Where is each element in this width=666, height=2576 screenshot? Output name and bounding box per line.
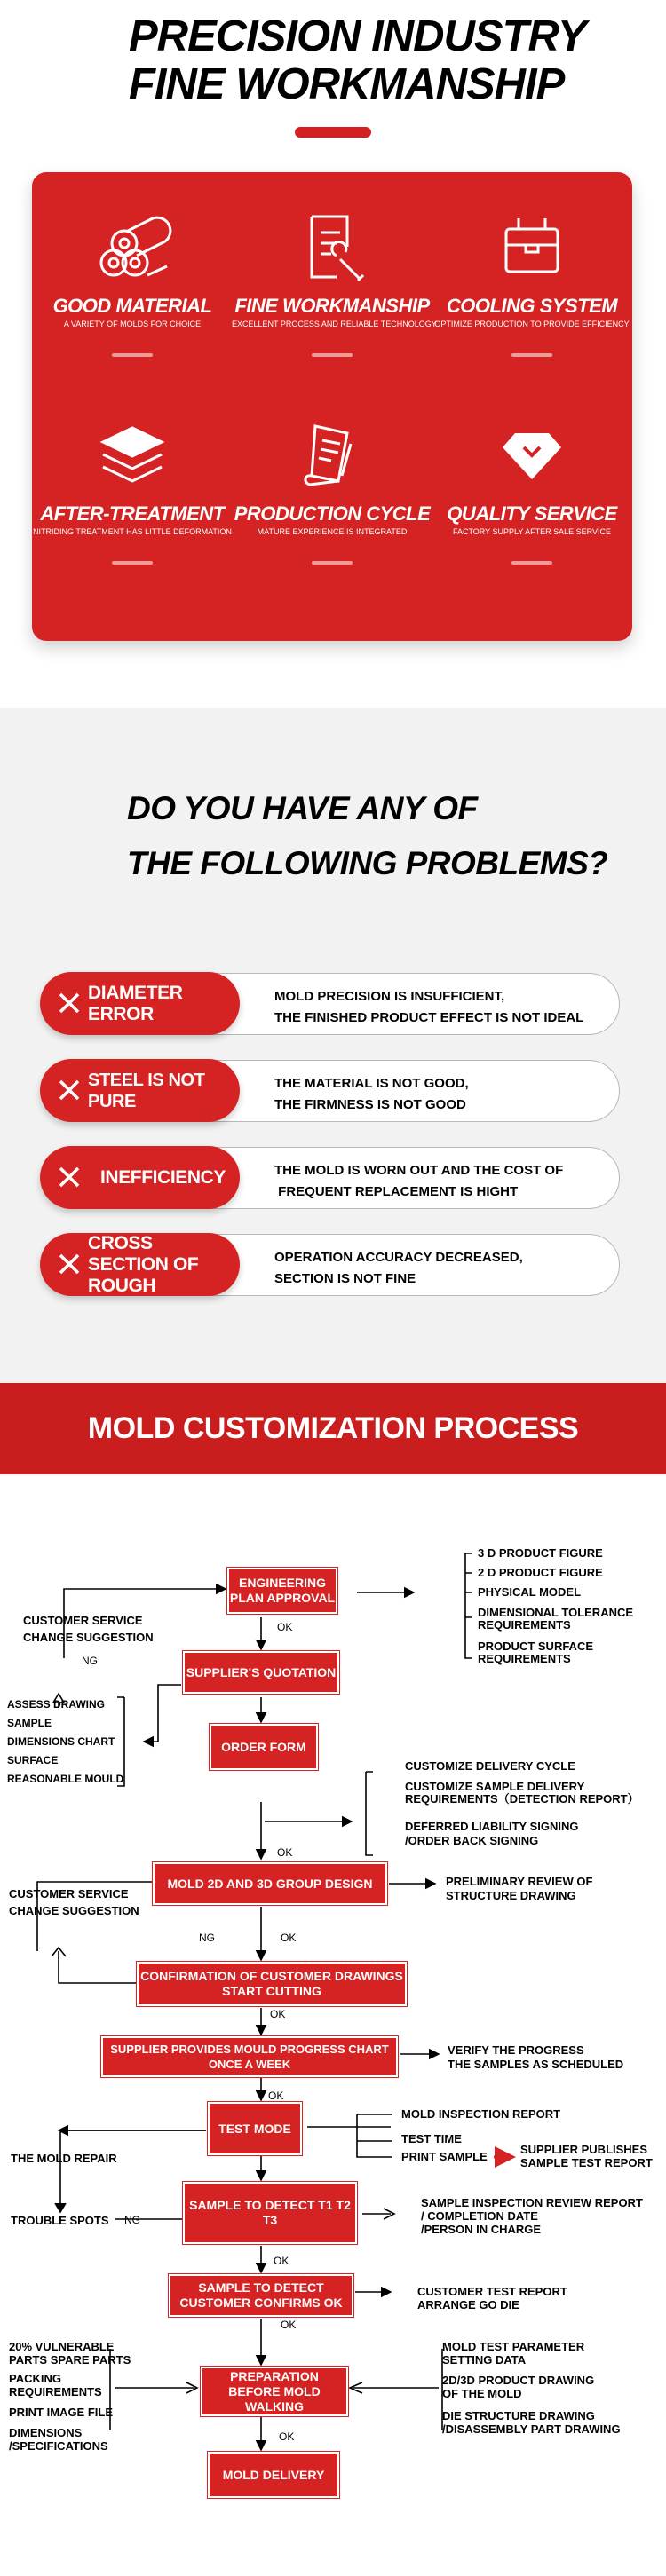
feature-subtitle: FACTORY SUPPLY AFTER SALE SERVICE	[452, 527, 612, 536]
eng-right-5-line: REQUIREMENTS	[478, 1652, 571, 1665]
eng-right-4	[478, 1607, 633, 1632]
prep-left-item: PRINT IMAGE FILE	[9, 2406, 113, 2419]
ok-label: OK	[281, 2319, 297, 2331]
document-wrench-icon	[292, 209, 372, 286]
order-right-2-line: CUSTOMIZE SAMPLE DELIVERY	[405, 1780, 585, 1793]
eng-left-line: CHANGE SUGGESTION	[23, 1631, 154, 1644]
problem-description	[274, 1247, 612, 1290]
problem-description-line: THE FIRMNESS IS NOT GOOD	[274, 1097, 466, 1112]
problem-description-line: SECTION IS NOT FINE	[274, 1271, 416, 1286]
problem-label: DIAMETER ERROR	[88, 982, 183, 1024]
feature-divider	[112, 353, 153, 357]
feature-subtitle: EXCELLENT PROCESS AND RELIABLE TECHNOLOGY	[232, 320, 437, 328]
title-line-1: PRECISION INDUSTRY	[129, 12, 586, 60]
eng-left-note	[23, 1612, 154, 1646]
diamond-icon	[492, 417, 572, 494]
eng-right-5	[478, 1640, 593, 1665]
cooling-box-icon	[492, 209, 572, 286]
progress-right-line: THE SAMPLES AS SCHEDULED	[448, 2058, 624, 2071]
progress-right-line: VERIFY THE PROGRESS	[448, 2043, 584, 2057]
design-right-line: PRELIMINARY REVIEW OF	[446, 1875, 593, 1888]
ok-label: OK	[277, 1621, 293, 1633]
detect-right-line: SAMPLE INSPECTION REVIEW REPORT	[421, 2196, 643, 2209]
prep-left-item: DIMENSIONS	[9, 2426, 83, 2439]
ok-label: OK	[274, 2255, 289, 2267]
feature-divider	[511, 353, 552, 357]
prep-left-item: PACKING	[9, 2372, 61, 2385]
prep-left-list	[9, 2340, 131, 2453]
box-customer-confirms: SAMPLE TO DETECT CUSTOMER CONFIRMS OK	[169, 2274, 353, 2317]
problem-row	[41, 973, 620, 1035]
detect-ok-right-line: CUSTOMER TEST REPORT	[417, 2285, 567, 2298]
problem-label: INEFFICIENCY	[100, 1166, 226, 1188]
box-preparation: PREPARATION BEFORE MOLD WALKING	[201, 2367, 348, 2416]
scroll-pen-icon	[292, 417, 372, 494]
test-right-report-line: SUPPLIER PUBLISHES	[520, 2143, 648, 2156]
problem-row	[41, 1060, 620, 1122]
problem-description-line: OPERATION ACCURACY DECREASED,	[274, 1250, 523, 1265]
quote-left-list	[7, 1695, 123, 1789]
feature-divider	[312, 561, 353, 565]
feature-subtitle: A VARIETY OF MOLDS FOR CHOICE	[63, 320, 202, 328]
problems-title-line-1: DO YOU HAVE ANY OF	[127, 790, 478, 826]
box-sample-detect: SAMPLE TO DETECT T1 T2 T3	[183, 2182, 357, 2244]
test-right-3: PRINT SAMPLE	[401, 2150, 488, 2163]
prep-right-list	[442, 2340, 621, 2436]
feature-divider	[312, 353, 353, 357]
layers-icon	[92, 417, 172, 494]
box-mold-delivery: MOLD DELIVERY	[208, 2452, 339, 2498]
feature-cooling-system	[432, 209, 632, 357]
detect-ok-right-line: ARRANGE GO DIE	[417, 2298, 519, 2311]
feature-subtitle: MATURE EXPERIENCE IS INTEGRATED	[257, 527, 408, 536]
test-right-report-line: SAMPLE TEST REPORT	[520, 2156, 653, 2169]
prep-right-item: OF THE MOLD	[442, 2387, 522, 2400]
feature-after-treatment	[32, 417, 233, 565]
test-right-report	[520, 2143, 653, 2169]
ok-label: OK	[277, 1846, 293, 1859]
problem-description	[274, 1073, 612, 1116]
problem-description-line: MOLD PRECISION IS INSUFFICIENT,	[274, 989, 505, 1004]
eng-right-4-line: DIMENSIONAL TOLERANCE	[478, 1606, 634, 1619]
prep-left-item: PARTS SPARE PARTS	[9, 2353, 131, 2367]
quote-left-item: SURFACE	[7, 1754, 59, 1766]
title-line-2: FINE WORKMANSHIP	[129, 60, 565, 108]
feature-title: GOOD MATERIAL	[52, 295, 212, 317]
box-supplier-quotation: SUPPLIER'S QUOTATION	[183, 1651, 339, 1694]
process-title: MOLD CUSTOMIZATION PROCESS	[87, 1411, 579, 1445]
feature-subtitle: NITRIDING TREATMENT HAS LITTLE DEFORMATION	[33, 527, 232, 536]
feature-title: PRODUCTION CYCLE	[234, 502, 431, 525]
feature-card	[32, 172, 632, 641]
feature-title: AFTER-TREATMENT	[40, 502, 225, 525]
problem-description-line: FREQUENT REPLACEMENT IS HIGHT	[274, 1184, 519, 1199]
test-right-2: TEST TIME	[401, 2132, 462, 2145]
box-order-form: ORDER FORM	[210, 1724, 318, 1770]
close-icon	[58, 992, 81, 1015]
problem-row	[41, 1147, 620, 1209]
close-icon	[58, 1252, 81, 1276]
ok-label: OK	[270, 2008, 286, 2020]
problem-description	[274, 1160, 612, 1203]
design-right-note	[446, 1875, 592, 1903]
detect-right-line: / COMPLETION DATE	[421, 2209, 538, 2223]
feature-title: QUALITY SERVICE	[447, 502, 617, 525]
design-left-note	[9, 1885, 139, 1919]
feature-title: FINE WORKMANSHIP	[234, 295, 430, 317]
page-title	[129, 12, 626, 108]
ok-label: OK	[268, 2090, 284, 2102]
close-icon	[58, 1166, 81, 1189]
eng-right-3: PHYSICAL MODEL	[478, 1585, 582, 1599]
order-right-3-line: DEFERRED LIABILITY SIGNING	[405, 1820, 579, 1833]
rollers-icon	[92, 209, 172, 286]
title-underline	[295, 127, 371, 138]
eng-right-2: 2 D PRODUCT FIGURE	[478, 1566, 603, 1579]
design-left-line: CHANGE SUGGESTION	[9, 1904, 139, 1917]
progress-right-note	[448, 2043, 623, 2072]
ng-label: NG	[82, 1655, 98, 1667]
feature-good-material	[32, 209, 233, 357]
ng-label: NG	[124, 2214, 140, 2226]
eng-right-5-line: PRODUCT SURFACE	[478, 1640, 594, 1653]
detect-left-note: TROUBLE SPOTS	[11, 2214, 109, 2227]
prep-right-item: SETTING DATA	[442, 2353, 527, 2367]
test-right-1: MOLD INSPECTION REPORT	[401, 2107, 561, 2121]
box-mold-design: MOLD 2D AND 3D GROUP DESIGN	[153, 1862, 387, 1905]
order-right-2-line: REQUIREMENTS（DETECTION REPORT）	[405, 1792, 639, 1806]
detect-right-line: /PERSON IN CHARGE	[421, 2223, 542, 2236]
box-confirm-drawings: CONFIRMATION OF CUSTOMER DRAWINGS START CUTTING	[137, 1962, 407, 2006]
feature-divider	[511, 561, 552, 565]
prep-left-item: 20% VULNERABLE	[9, 2340, 115, 2353]
order-right-2	[405, 1781, 639, 1806]
problem-pill	[40, 1233, 240, 1296]
box-progress-chart: SUPPLIER PROVIDES MOULD PROGRESS CHART ONCE A WEEK	[101, 2036, 398, 2077]
prep-right-item: DIE STRUCTURE DRAWING	[442, 2409, 595, 2422]
feature-subtitle: OPTIMIZE PRODUCTION TO PROVIDE EFFICIENCY	[434, 320, 630, 328]
prep-left-item: REQUIREMENTS	[9, 2385, 102, 2398]
test-left-note: THE MOLD REPAIR	[11, 2152, 117, 2165]
problem-pill	[40, 972, 240, 1035]
order-right-3	[405, 1820, 579, 1848]
design-right-line: STRUCTURE DRAWING	[446, 1889, 576, 1902]
problem-row	[41, 1234, 620, 1296]
problem-description	[274, 986, 612, 1029]
close-icon	[58, 1079, 81, 1102]
detect-ok-right-note	[417, 2285, 567, 2311]
detect-right-note	[421, 2196, 643, 2236]
feature-title: COOLING SYSTEM	[446, 295, 618, 317]
ng-label: NG	[199, 1932, 215, 1944]
eng-right-1: 3 D PRODUCT FIGURE	[478, 1546, 603, 1560]
quote-left-item: REASONABLE MOULD	[7, 1773, 124, 1785]
problem-pill	[40, 1146, 240, 1209]
feature-quality-service	[432, 417, 632, 565]
problem-label: CROSS SECTION OF ROUGH	[88, 1232, 199, 1296]
problem-description-line: THE FINISHED PRODUCT EFFECT IS NOT IDEAL	[274, 1010, 584, 1025]
ok-label: OK	[279, 2430, 295, 2443]
box-test-mode: TEST MODE	[208, 2102, 302, 2155]
order-right-1: CUSTOMIZE DELIVERY CYCLE	[405, 1759, 575, 1773]
problems-title	[127, 781, 607, 891]
ok-label: OK	[281, 1932, 297, 1944]
design-left-line: CUSTOMER SERVICE	[9, 1887, 129, 1900]
eng-right-4-line: REQUIREMENTS	[478, 1618, 571, 1632]
box-engineering-plan: ENGINEERING PLAN APPROVAL	[227, 1568, 337, 1614]
eng-left-line: CUSTOMER SERVICE	[23, 1614, 143, 1627]
prep-right-item: 2D/3D PRODUCT DRAWING	[442, 2374, 595, 2387]
feature-production-cycle	[232, 417, 432, 565]
problem-label: STEEL IS NOT PURE	[88, 1070, 205, 1111]
problem-description-line: THE MATERIAL IS NOT GOOD,	[274, 1076, 469, 1091]
problem-description-line: THE MOLD IS WORN OUT AND THE COST OF	[274, 1163, 564, 1178]
feature-divider	[112, 561, 153, 565]
quote-left-item: DIMENSIONS CHART	[7, 1735, 115, 1748]
quote-left-item: ASSESS DRAWING	[7, 1698, 106, 1711]
prep-right-item: MOLD TEST PARAMETER	[442, 2340, 585, 2353]
order-right-3-line: /ORDER BACK SIGNING	[405, 1834, 539, 1847]
problem-pill	[40, 1059, 240, 1122]
problems-title-line-2: THE FOLLOWING PROBLEMS?	[127, 845, 608, 881]
prep-right-item: /DISASSEMBLY PART DRAWING	[442, 2422, 621, 2436]
feature-fine-workmanship	[232, 209, 437, 357]
quote-left-item: SAMPLE	[7, 1717, 52, 1729]
prep-left-item: /SPECIFICATIONS	[9, 2439, 108, 2453]
